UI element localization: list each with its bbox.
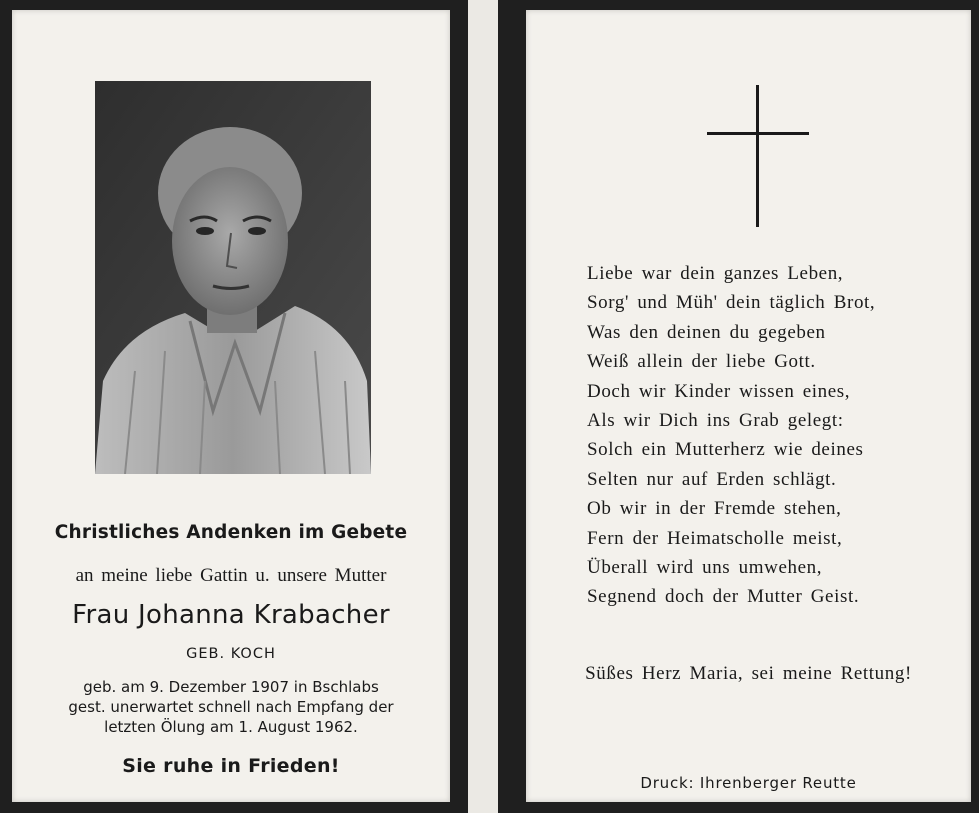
card-heading: Christliches Andenken im Gebete [54,522,408,543]
poem-line: Segnend doch der Mutter Geist. [587,586,860,608]
memorial-card-front [12,10,450,802]
poem-line: Als wir Dich ins Grab gelegt: [587,410,844,432]
poem-line: Was den deinen du gegeben [587,321,826,343]
farewell-line: Sie ruhe in Frieden! [122,755,340,777]
portrait-image [95,81,371,474]
poem-line: Selten nur auf Erden schlägt. [587,468,837,490]
maiden-name: GEB. KOCH [186,646,276,662]
poem-line: Fern der Heimatscholle meist, [587,527,843,549]
death-line-continued: letzten Ölung am 1. August 1962. [104,718,358,736]
life-dates [12,677,450,737]
memorial-card-back [526,10,971,802]
poem-line: Liebe war dein ganzes Leben, [587,263,844,284]
card-gutter [468,0,498,813]
printer-credit: Druck: Ihrenberger Reutte [640,774,857,792]
poem-line: Überall wird uns umwehen, [587,557,823,579]
portrait-photo [95,81,371,474]
birth-line: geb. am 9. Dezember 1907 in Bschlabs [83,678,379,696]
poem-line: Ob wir in der Fremde stehen, [587,498,842,520]
poem-line: Doch wir Kinder wissen eines, [587,380,851,402]
dedication-line: an meine liebe Gattin u. unsere Mutter [75,565,387,586]
poem-line: Weiß allein der liebe Gott. [587,351,816,373]
poem-line: Sorg' und Müh' dein täglich Brot, [587,292,876,314]
deceased-name: Frau Johanna Krabacher [72,600,390,630]
prayer-line: Süßes Herz Maria, sei meine Rettung! [585,663,912,684]
death-line: gest. unerwartet schnell nach Empfang der [68,698,394,716]
poem-line: Solch ein Mutterherz wie deines [587,439,864,461]
memorial-poem [587,259,875,612]
